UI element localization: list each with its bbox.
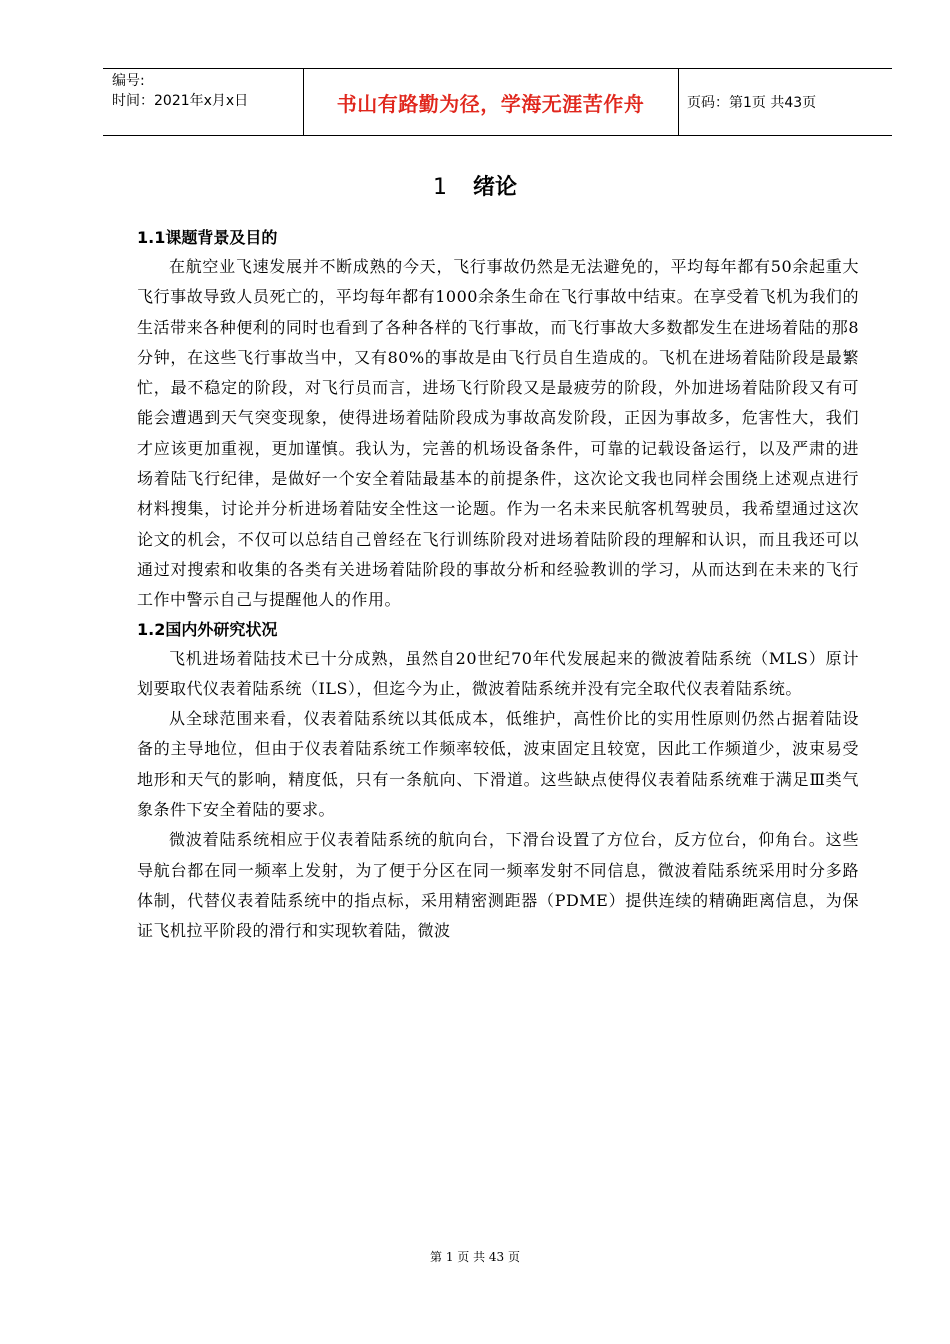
header-page-number: 页码：第1页 共43页 [687, 95, 817, 111]
document-time-label: 时间：2021年x月x日 [112, 93, 249, 109]
section-heading: 1.1课题背景及目的 [137, 228, 278, 247]
header-motto: 书山有路勤为径，学海无涯苦作舟 [336, 91, 645, 116]
document-number-label: 编号: [112, 73, 145, 89]
page-header [103, 68, 892, 136]
chapter-title [0, 170, 950, 201]
paragraph: 在航空业飞速发展并不断成熟的今天，飞行事故仍然是无法避免的，平均每年都有50余起重大飞行事故导致人员死亡的，平均每年都有1000余条生命在飞行事故中结束。在享受着飞机为我们的生活带来各种便利的同时也看到了各种各样的飞行事故，而飞行事故大多数都发生在进场着陆的那8分钟，在这些飞行事故当中，又有80%的事故是由飞行员自生造成的。飞机在进场着陆阶段是最繁忙，最不稳定的阶段，对飞行员而言，进场飞行阶段又是最疲劳的阶段，外加进场着陆阶段又有可能会遭遇到天气突变现象，使得进场着陆阶段成为事故高发阶段，正因为事故多，危害性大，我们才应该更加重视，更加谨慎。我认为，完善的机场设备条件，可靠的记载设备运行，以及严肃的进场着陆飞行纪律，是做好一个安全着陆最基本的前提条件，这次论文我也同样会围绕上述观点进行材料搜集，讨论并分析进场着陆安全性这一论题。作为一名未来民航客机驾驶员，我希望通过这次论文的机会，不仅可以总结自己曾经在飞行训练阶段对进场着陆阶段的理解和认识，而且我还可以通过对搜索和收集的各类有关进场着陆阶段的事故分析和经验教训的学习，从而达到在未来的飞行工作中警示自己与提醒他人的作用。 [137, 257, 859, 610]
document-body [137, 224, 859, 947]
header-meta [112, 71, 248, 111]
chapter-title-text: 绪论 [472, 175, 517, 200]
paragraph: 微波着陆系统相应于仪表着陆系统的航向台，下滑台设置了方位台，反方位台，仰角台。这些导航台都在同一频率上发射，为了便于分区在同一频率发射不同信息，微波着陆系统采用时分多路体制，代替仪表着陆系统中的指点标，采用精密测距器（PDME）提供连续的精确距离信息，为保证飞机拉平阶段的滑行和实现软着陆，微波 [137, 830, 859, 941]
page-footer: 第 1 页 共 43 页 [430, 1250, 520, 1264]
paragraph: 从全球范围来看，仪表着陆系统以其低成本，低维护，高性价比的实用性原则仍然占据着陆设备的主导地位，但由于仪表着陆系统工作频率较低，波束固定且较宽，因此工作频道少，波束易受地形和天气的影响，精度低，只有一条航向、下滑道。这些缺点使得仪表着陆系统难于满足Ⅲ类气象条件下安全着陆的要求。 [137, 709, 859, 820]
header-divider [678, 69, 679, 135]
chapter-number: 1 [432, 175, 447, 200]
paragraph: 飞机进场着陆技术已十分成熟，虽然自20世纪70年代发展起来的微波着陆系统（MLS）原计划要取代仪表着陆系统（ILS），但迄今为止，微波着陆系统并没有完全取代仪表着陆系统。 [137, 648, 859, 698]
section-heading: 1.2国内外研究状况 [137, 619, 278, 639]
